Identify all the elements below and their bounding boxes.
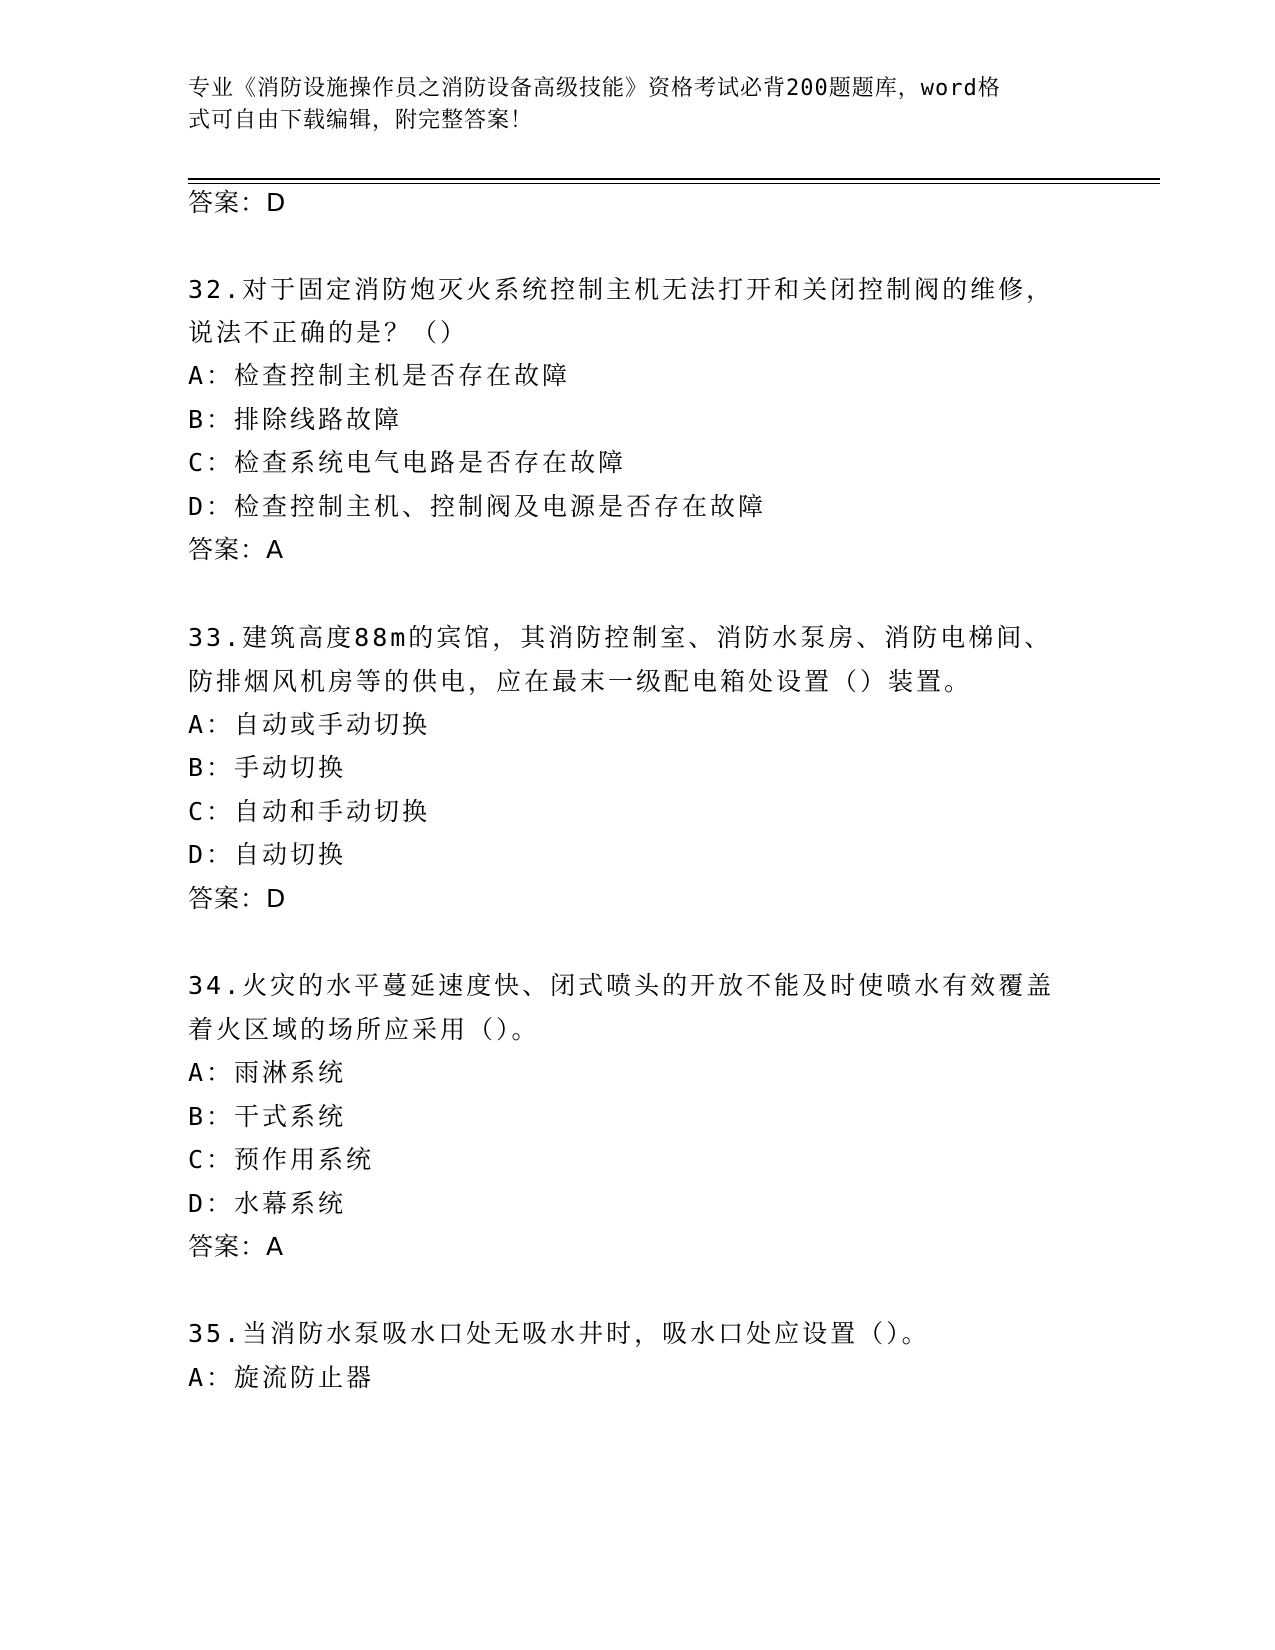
question-34-option-c: C：预作用系统 [188, 1145, 375, 1174]
question-32-answer: 答案：A [188, 535, 285, 564]
question-34-option-b: B：干式系统 [188, 1102, 347, 1131]
question-32-option-d: D：检查控制主机、控制阀及电源是否存在故障 [188, 492, 767, 521]
question-34-answer: 答案：A [188, 1232, 285, 1261]
question-32-stem-line-1: 32.对于固定消防炮灭火系统控制主机无法打开和关闭控制阀的维修， [188, 275, 1055, 304]
header-line-1: 专业《消防设施操作员之消防设备高级技能》资格考试必背200题题库，word格 [188, 76, 1001, 101]
question-32-option-b: B：排除线路故障 [188, 405, 403, 434]
question-34-stem-line-1: 34.火灾的水平蔓延速度快、闭式喷头的开放不能及时使喷水有效覆盖 [188, 971, 1055, 1000]
question-33-option-b: B：手动切换 [188, 753, 347, 782]
question-33-option-a: A：自动或手动切换 [188, 710, 431, 739]
question-33-stem-line-2: 防排烟风机房等的供电，应在最末一级配电箱处设置（）装置。 [188, 667, 973, 696]
question-33-option-c: C：自动和手动切换 [188, 797, 431, 826]
header-line-2: 式可自由下载编辑，附完整答案！ [188, 108, 534, 133]
question-32-stem-line-2: 说法不正确的是？（） [188, 318, 469, 347]
question-35-option-a: A：旋流防止器 [188, 1363, 375, 1392]
question-35-stem-line-1: 35.当消防水泵吸水口处无吸水井时，吸水口处应设置（）。 [188, 1319, 930, 1348]
question-33-stem-line-1: 33.建筑高度88m的宾馆，其消防控制室、消防水泵房、消防电梯间、 [188, 623, 1053, 652]
header-divider-thin [188, 183, 1160, 184]
question-32-option-a: A：检查控制主机是否存在故障 [188, 361, 571, 390]
document-header [188, 73, 1068, 137]
question-34-option-d: D：水幕系统 [188, 1189, 347, 1218]
header-divider-thick [188, 178, 1160, 180]
question-34-option-a: A：雨淋系统 [188, 1058, 347, 1087]
question-33-answer: 答案：D [188, 884, 287, 913]
question-34-stem-line-2: 着火区域的场所应采用（）。 [188, 1015, 540, 1044]
question-33-option-d: D：自动切换 [188, 840, 347, 869]
question-32-option-c: C：检查系统电气电路是否存在故障 [188, 448, 627, 477]
previous-answer: 答案：D [188, 188, 287, 217]
